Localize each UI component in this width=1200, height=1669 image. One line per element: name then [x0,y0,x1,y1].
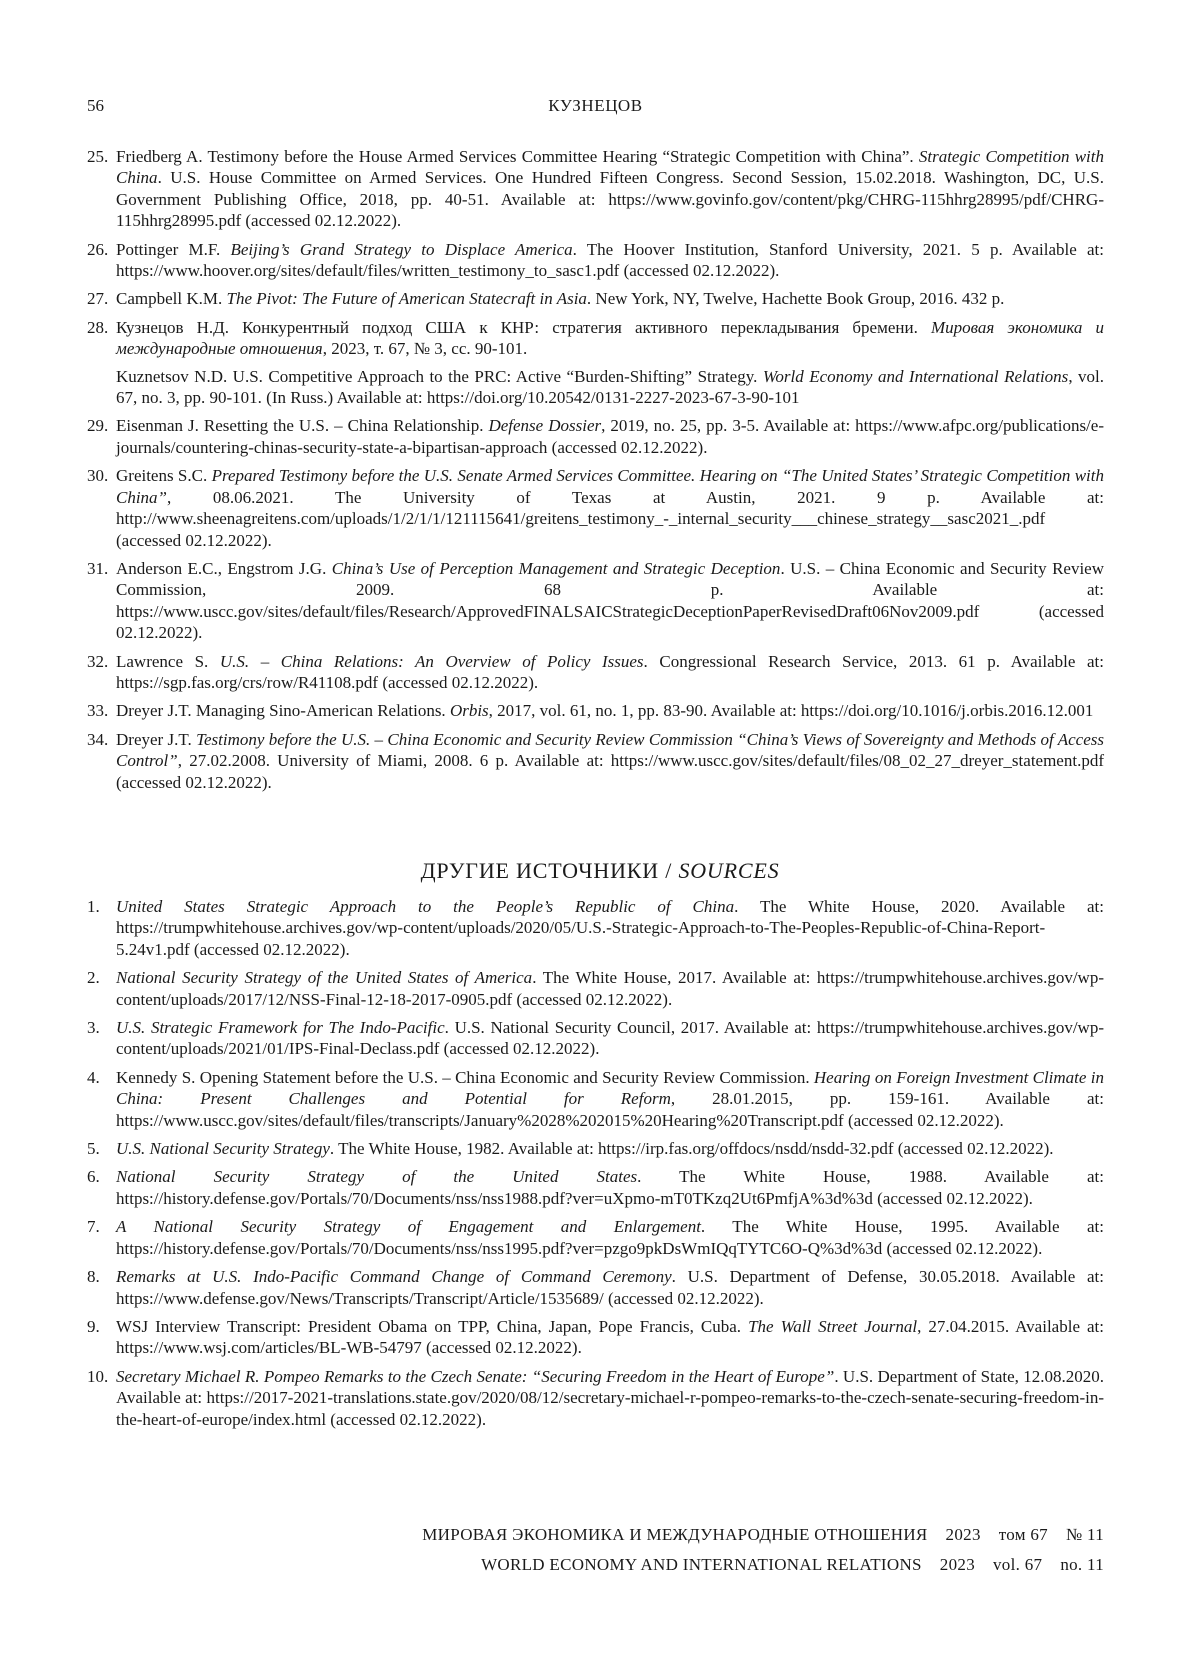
journal-footer [422,1520,1104,1580]
reference-body [116,1067,1104,1131]
reference-text: , 2023, т. 67, № 3, сс. 90-101. [322,339,528,359]
reference-text: Anderson E.C., Engstrom J.G. [116,558,332,578]
reference-body [116,1166,1104,1209]
reference-list [87,146,1104,800]
reference-text: Кузнецов Н.Д. Конкурентный подход США к КНР: стратегия активного перекладывания бремени. [116,317,931,337]
reference-text: . U.S. – China Economic and Security Review Commission, 2009. 68 p. Available at: https://www.uscc.gov/sites/default/files/Research/ApprovedFINALSAICStrategicDeceptionPaperRevisedDraft06Nov2009.pdf (accessed 02.12.2022). [116,558,1105,643]
reference-number: 29. [87,416,109,436]
source-item [87,896,1104,960]
reference-title-italic: Мировая экономика и международные отношения [116,317,1104,359]
reference-text: Kuznetsov N.D. U.S. Competitive Approach to the PRC: Active “Burden-Shifting” Strategy. [116,366,763,386]
source-item [87,1316,1104,1359]
reference-text: . U.S. National Security Council, 2017. Available at: https://trumpwhitehouse.archives.gov/wp-content/uploads/2021/01/IPS-Final-Declass.pdf (accessed 02.12.2022). [116,1018,1104,1059]
reference-body [116,1216,1104,1259]
reference-body [116,1366,1104,1430]
reference-body [116,415,1104,458]
reference-text: WSJ Interview Transcript: President Obama on TPP, China, Japan, Pope Francis, Cuba. [116,1316,749,1336]
footer-line-en [422,1550,1104,1580]
reference-text: . U.S. Department of State, 12.08.2020. Available at: https://2017-2021-translations.state.gov/2020/08/12/secretary-michael-r-pompeo-remarks-to-the-czech-senate-securing-freedom-in-the-heart-of-europe/index.html (accessed 02.12.2022). [116,1366,1104,1429]
reference-title-italic: Hearing on Foreign Investment Climate in China: Present Challenges and Potential for Reform [116,1067,1104,1109]
reference-text: , 2017, vol. 61, no. 1, pp. 83-90. Available at: https://doi.org/10.1016/j.orbis.2016.12.001 [488,701,1094,721]
footer-journal-ru: МИРОВАЯ ЭКОНОМИКА И МЕЖДУНАРОДНЫЕ ОТНОШЕНИЯ [422,1525,928,1544]
reference-title-italic: Orbis [449,701,489,721]
reference-body [116,465,1104,551]
reference-item [87,317,1104,409]
reference-body [116,700,1104,721]
reference-number: 32. [87,651,109,671]
reference-title-italic: A National Security Strategy of Engagement and Enlargement [116,1217,701,1237]
reference-title-italic: Prepared Testimony before the U.S. Senate Armed Services Committee. Hearing on “The United States’ Strategic Competition with China” [116,466,1105,507]
reference-translation [116,366,1104,409]
reference-title-italic: Strategic Competition with China [116,147,1105,188]
reference-title-italic: World Economy and International Relations [762,366,1069,386]
source-item [87,967,1104,1010]
reference-text: Kennedy S. Opening Statement before the U.S. – China Economic and Security Review Commission. [116,1067,814,1087]
reference-item [87,146,1104,232]
reference-text: Friedberg A. Testimony before the House Armed Services Committee Hearing “Strategic Competition with China”. [116,147,919,166]
footer-issue-en: no. 11 [1060,1555,1104,1574]
reference-body [116,967,1104,1010]
reference-item [87,415,1104,458]
reference-item [87,288,1104,309]
reference-number: 31. [87,558,109,578]
reference-title-italic: U.S. Strategic Framework for The Indo-Pacific [116,1018,445,1038]
reference-text: . Congressional Research Service, 2013. 61 p. Available at: https://sgp.fas.org/crs/row/R41108.pdf (accessed 02.12.2022). [116,651,1104,692]
reference-body [116,317,1104,360]
source-item [87,1266,1104,1309]
reference-title-italic: Remarks at U.S. Indo-Pacific Command Change of Command Ceremony [116,1267,672,1287]
reference-text: , 27.02.2008. University of Miami, 2008. 6 p. Available at: https://www.uscc.gov/sites/default/files/08_02_27_dreyer_statement.pdf (accessed 02.12.2022). [116,751,1104,792]
reference-item [87,651,1104,694]
reference-number: 33. [87,701,109,721]
reference-title-italic: Secretary Michael R. Pompeo Remarks to the Czech Senate: “Securing Freedom in the Heart of Europe” [116,1366,835,1386]
reference-number: 28. [87,317,109,337]
reference-number: 6. [87,1167,100,1187]
page-number: 56 [87,96,104,115]
reference-text: Dreyer J.T. [116,729,197,749]
reference-number: 9. [87,1316,100,1336]
footer-year-en: 2023 [939,1555,975,1574]
reference-title-italic: United States Strategic Approach to the People’s Republic of China [116,897,735,916]
reference-number: 8. [87,1267,100,1287]
source-item [87,1366,1104,1430]
reference-item [87,558,1104,644]
footer-journal-en: WORLD ECONOMY AND INTERNATIONAL RELATIONS [481,1555,922,1574]
reference-body [116,239,1104,282]
reference-title-italic: National Security Strategy of the United States of America [116,968,533,988]
reference-title-italic: The Wall Street Journal [748,1316,918,1336]
reference-text: Dreyer J.T. Managing Sino-American Relations. [116,701,450,721]
reference-title-italic: Beijing’s Grand Strategy to Displace America [230,239,573,259]
reference-body [116,558,1104,644]
source-item [87,1017,1104,1060]
reference-number: 4. [87,1067,100,1087]
reference-number: 7. [87,1217,100,1237]
reference-title-italic: U.S. – China Relations: An Overview of Policy Issues [219,651,644,671]
reference-title-italic: Defense Dossier [488,416,602,436]
reference-body [116,729,1104,793]
reference-body [116,1316,1104,1359]
reference-item [87,239,1104,282]
reference-text: Pottinger M.F. [116,239,231,259]
reference-text: . New York, NY, Twelve, Hachette Book Group, 2016. 432 p. [586,289,1005,309]
reference-text: . The Hoover Institution, Stanford University, 2021. 5 p. Available at: https://www.hoover.org/sites/default/files/written_testimony_to_sasc1.pdf (accessed 02.12.2022). [116,239,1104,281]
reference-text: . The White House, 2020. Available at: https://trumpwhitehouse.archives.gov/wp-content/uploads/2020/05/U.S.-Strategic-Approach-to-The-Peoples-Republic-of-China-Report-5.24v1.pdf (accessed 02.12.2022). [116,897,1105,959]
reference-text: Lawrence S. [116,651,220,671]
reference-title-italic: U.S. National Security Strategy [116,1139,330,1159]
reference-item [87,465,1104,551]
reference-number: 25. [87,147,109,166]
reference-body [116,288,1104,309]
reference-number: 3. [87,1018,100,1038]
reference-number: 2. [87,968,100,988]
reference-number: 27. [87,289,109,309]
reference-number: 26. [87,239,109,259]
section-title [0,858,1200,884]
reference-body [116,146,1104,232]
reference-text: . The White House, 1995. Available at: https://history.defense.gov/Portals/70/Documents/nss/nss1995.pdf?ver=pzgo9pkDsWmIQqTYTC6O-Q%3d%3d (accessed 02.12.2022). [116,1217,1104,1258]
section-title-ru: ДРУГИЕ ИСТОЧНИКИ / [420,858,679,883]
reference-body [116,1138,1104,1159]
running-head-author: КУЗНЕЦОВ [548,96,643,115]
reference-number: 5. [87,1139,100,1159]
reference-text: , 28.01.2015, pp. 159-161. Available at: https://www.uscc.gov/sites/default/files/transcripts/January%2028%202015%20Hearing%20Transcript.pdf (accessed 02.12.2022). [116,1089,1104,1130]
reference-text: Greitens S.C. [116,466,212,486]
page-header [87,96,1104,122]
reference-text: . The White House, 1982. Available at: https://irp.fas.org/offdocs/nsdd/nsdd-32.pdf (accessed 02.12.2022). [329,1139,1054,1159]
reference-text: , 08.06.2021. The University of Texas at Austin, 2021. 9 p. Available at: http://www.sheenagreitens.com/uploads/1/2/1/1/121115641/greitens_testimony_-_internal_security___chinese_strategy__sasc2021_.pdf (accessed 02.12.2022). [116,487,1104,550]
reference-text: , 27.04.2015. Available at: https://www.wsj.com/articles/BL-WB-54797 (accessed 02.12.2022). [116,1316,1104,1358]
reference-body [116,651,1104,694]
reference-text: . The White House, 2017. Available at: https://trumpwhitehouse.archives.gov/wp-content/uploads/2017/12/NSS-Final-12-18-2017-0905.pdf (accessed 02.12.2022). [116,968,1104,1009]
reference-title-italic: The Pivot: The Future of American Statecraft in Asia [226,289,587,309]
reference-number: 10. [87,1366,109,1386]
reference-text: , vol. 67, no. 3, pp. 90-101. (In Russ.) Available at: https://doi.org/10.20542/0131-2227-2023-67-3-90-101 [116,366,1104,408]
section-title-en: SOURCES [678,858,780,883]
reference-number: 30. [87,466,109,486]
footer-year-ru: 2023 [945,1525,981,1544]
reference-text: . U.S. Department of Defense, 30.05.2018. Available at: https://www.defense.gov/News/Transcripts/Transcript/Article/1535689/ (accessed 02.12.2022). [116,1267,1104,1308]
reference-title-italic: China’s Use of Perception Management and Strategic Deception [331,558,781,578]
reference-body [116,1266,1104,1309]
footer-line-ru [422,1520,1104,1550]
source-item [87,1067,1104,1131]
reference-item [87,729,1104,793]
reference-text: . U.S. House Committee on Armed Services. One Hundred Fifteen Congress. Second Session, 15.02.2018. Washington, DC, U.S. Government Publishing Office, 2018, pp. 40-51. Available at: https://www.govinfo.gov/content/pkg/CHRG-115hhrg28995/pdf/CHRG-115hhrg28995.pdf (accessed 02.12.2022). [116,168,1104,231]
reference-item [87,700,1104,721]
reference-title-italic: Testimony before the U.S. – China Economic and Security Review Commission “China’s Views of Sovereignty and Methods of Access Control” [116,729,1104,771]
footer-volume-ru: том 67 [998,1525,1048,1544]
reference-number: 1. [87,897,100,916]
reference-text: Campbell K.M. [116,289,227,309]
reference-text: . The White House, 1988. Available at: https://history.defense.gov/Portals/70/Documents/nss/nss1988.pdf?ver=uXpmo-mT0TKzq2Ut6PmfjA%3d%3d (accessed 02.12.2022). [116,1167,1104,1208]
source-item [87,1216,1104,1259]
reference-number: 34. [87,729,109,749]
reference-body [116,1017,1104,1060]
source-item [87,1138,1104,1159]
footer-issue-ru: № 11 [1065,1525,1104,1544]
sources-list [87,896,1104,1437]
reference-text: , 2019, no. 25, pp. 3-5. Available at: https://www.afpc.org/publications/e-journals/countering-chinas-security-state-a-bipartisan-approach (accessed 02.12.2022). [116,416,1104,457]
reference-text: Eisenman J. Resetting the U.S. – China Relationship. [116,416,489,436]
source-item [87,1166,1104,1209]
reference-title-italic: National Security Strategy of the United States [116,1167,638,1187]
reference-body [116,896,1104,960]
footer-volume-en: vol. 67 [993,1555,1043,1574]
